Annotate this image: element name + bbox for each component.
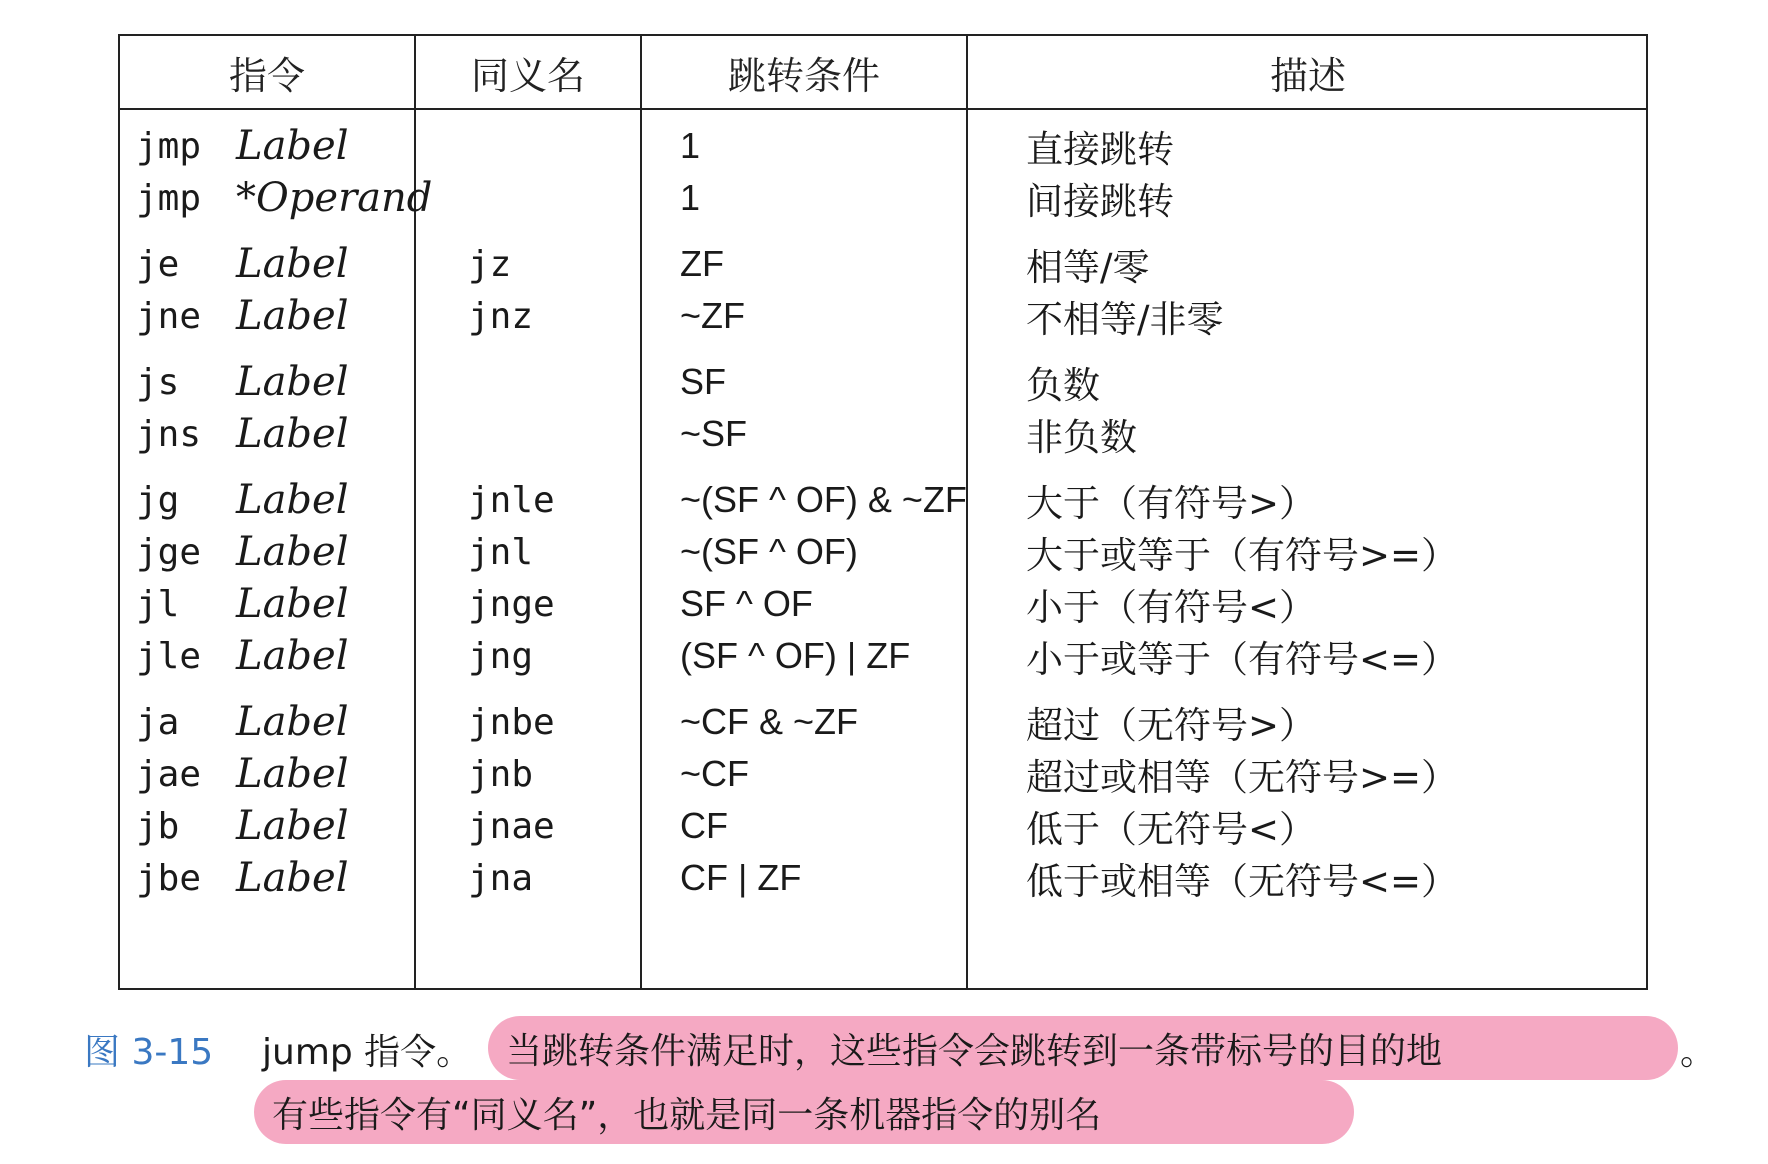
instruction-cell: jle [136,635,202,677]
condition-cell: ~(SF ^ OF) [680,531,858,572]
condition-cell: SF ^ OF [680,583,813,624]
condition-cell: CF | ZF [680,857,802,898]
operand-cell: Label [236,699,349,745]
table-row [120,406,1646,462]
header-instruction: 指令 [228,53,305,98]
condition-cell: ~CF [680,753,750,794]
description-cell: 相等/零 [1026,246,1150,289]
description-cell: 负数 [1026,364,1100,407]
condition-cell: 1 [680,125,701,166]
operand-cell: Label [236,123,349,169]
instruction-cell: jmp [136,125,202,167]
description-cell: 超过（无符号>） [1026,704,1317,747]
synonym-cell: jna [468,857,534,899]
operand-cell: Label [236,855,349,901]
table-row [120,288,1646,344]
synonym-cell: jnl [468,531,534,573]
description-cell: 不相等/非零 [1026,298,1224,341]
operand-cell: Label [236,293,349,339]
description-cell: 间接跳转 [1026,180,1174,223]
synonym-cell: jnle [468,479,555,521]
instruction-cell: je [136,243,180,285]
operand-cell: Label [236,241,349,287]
condition-cell: ~ZF [680,295,746,336]
table-row [120,236,1646,292]
table-row [120,472,1646,528]
description-cell: 小于或等于（有符号<=） [1026,638,1459,681]
table-row [120,576,1646,632]
table-row [120,798,1646,854]
instruction-cell: jne [136,295,202,337]
figure-number: 图 3-15 [84,1032,214,1073]
description-cell: 非负数 [1026,416,1137,459]
condition-cell: ~(SF ^ OF) & ~ZF [680,479,967,520]
operand-cell: Label [236,581,349,627]
condition-cell: ~CF & ~ZF [680,701,859,742]
condition-cell: 1 [680,177,701,218]
header-rule [120,108,1646,110]
description-cell: 大于或等于（有符号>=） [1026,534,1459,577]
instruction-cell: jae [136,753,202,795]
instruction-cell: ja [136,701,180,743]
operand-cell: Label [236,477,349,523]
operand-cell: *Operand [236,175,433,221]
operand-cell: Label [236,529,349,575]
description-cell: 大于（有符号>） [1026,482,1317,525]
condition-cell: ~SF [680,413,748,454]
instruction-cell: jns [136,413,202,455]
header-synonym: 同义名 [470,53,585,98]
table-row [120,694,1646,750]
operand-cell: Label [236,359,349,405]
jump-instruction-table [118,34,1648,990]
operand-cell: Label [236,411,349,457]
synonym-cell: jnae [468,805,555,847]
table-row [120,170,1646,226]
description-cell: 超过或相等（无符号>=） [1026,756,1459,799]
condition-cell: SF [680,361,727,402]
operand-cell: Label [236,751,349,797]
caption-highlight-line1: 当跳转条件满足时，这些指令会跳转到一条带标号的目的地 [488,1016,1678,1080]
synonym-cell: jz [468,243,512,285]
description-cell: 低于或相等（无符号<=） [1026,860,1459,903]
instruction-cell: js [136,361,180,403]
synonym-cell: jnz [468,295,534,337]
condition-cell: ZF [680,243,724,284]
condition-cell: CF [680,805,728,846]
synonym-cell: jnge [468,583,555,625]
operand-cell: Label [236,633,349,679]
header-description: 描述 [1269,53,1346,98]
table-row [120,354,1646,410]
description-cell: 小于（有符号<） [1026,586,1317,629]
description-cell: 直接跳转 [1026,128,1174,171]
table-row [120,524,1646,580]
description-cell: 低于（无符号<） [1026,808,1317,851]
synonym-cell: jng [468,635,534,677]
instruction-cell: jmp [136,177,202,219]
caption-lead: jump 指令。 [262,1032,473,1073]
instruction-cell: jbe [136,857,202,899]
condition-cell: (SF ^ OF) | ZF [680,635,911,676]
table-row [120,118,1646,174]
caption-period: 。 [1680,1032,1717,1073]
instruction-cell: jge [136,531,202,573]
instruction-cell: jb [136,805,180,847]
operand-cell: Label [236,803,349,849]
synonym-cell: jnbe [468,701,555,743]
instruction-cell: jl [136,583,180,625]
synonym-cell: jnb [468,753,534,795]
table-row [120,628,1646,684]
instruction-cell: jg [136,479,180,521]
caption-highlight-line2: 有些指令有“同义名”，也就是同一条机器指令的别名 [254,1080,1354,1144]
table-row [120,746,1646,802]
header-condition: 跳转条件 [727,53,880,98]
table-row [120,850,1646,906]
